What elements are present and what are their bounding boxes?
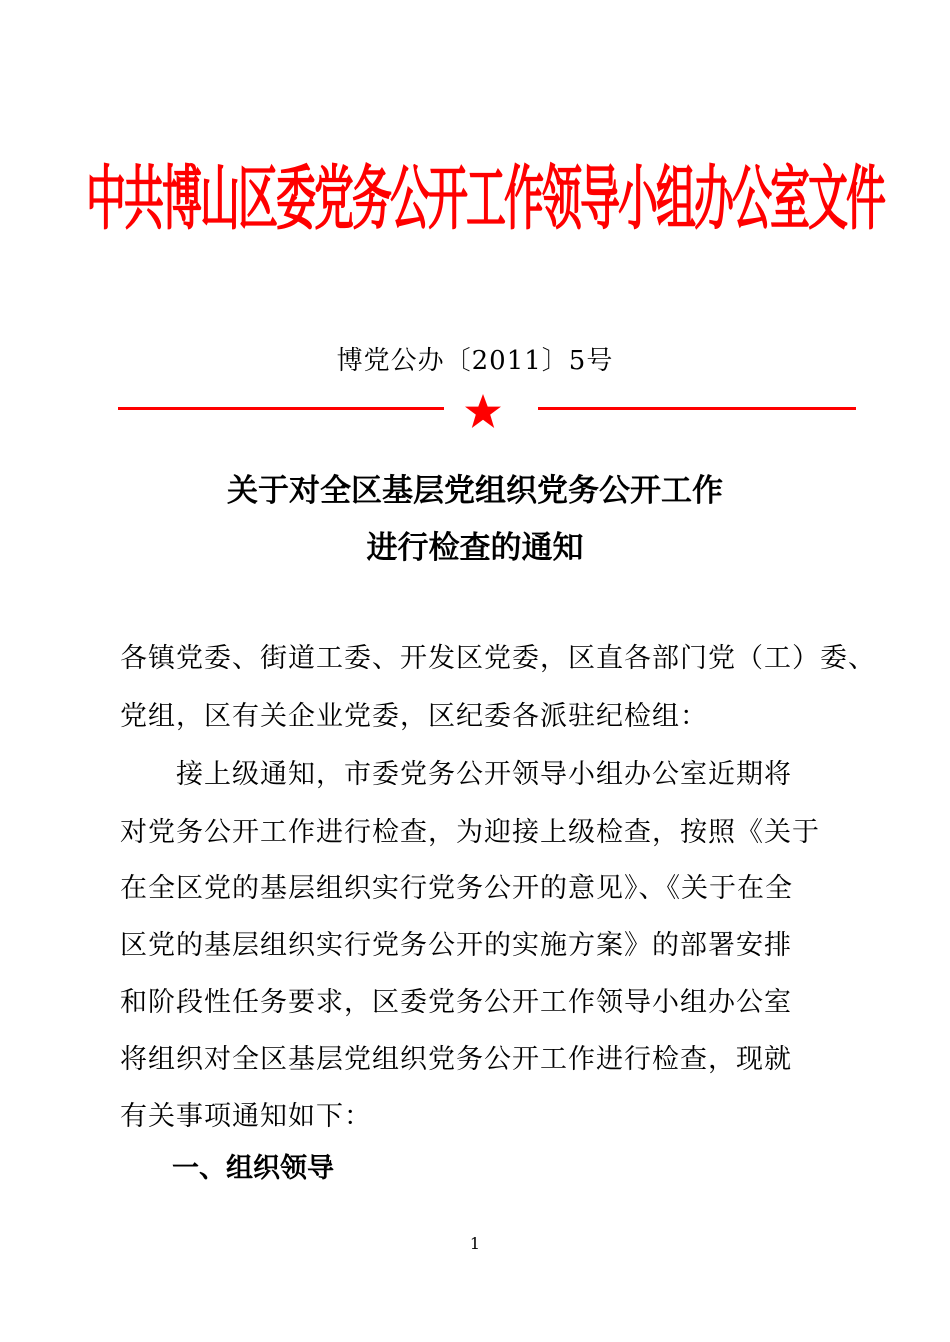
body-line: 在全区党的基层组织实行党务公开的意见》、《关于在全 xyxy=(120,873,793,904)
document-title-line-2: 进行检查的通知 xyxy=(366,530,584,566)
red-header-masthead xyxy=(86,128,884,258)
document-title-line-1: 关于对全区基层党组织党务公开工作 xyxy=(227,473,723,509)
body-line: 接上级通知，市委党务公开领导小组办公室近期将 xyxy=(120,759,792,790)
body-line: 和阶段性任务要求，区委党务公开工作领导小组办公室 xyxy=(120,987,792,1018)
body-line: 将组织对全区基层党组织党务公开工作进行检查，现就 xyxy=(120,1044,792,1075)
section-heading: 一、组织领导 xyxy=(172,1153,334,1184)
body-line: 对党务公开工作进行检查，为迎接上级检查，按照《关于 xyxy=(120,817,820,848)
body-line: 党组，区有关企业党委，区纪委各派驻纪检组： xyxy=(120,701,708,732)
red-divider-left xyxy=(118,407,444,410)
red-header-title: 中共博山区委党务公开工作领导小组办公室文件 xyxy=(86,158,884,240)
page-number: 1 xyxy=(469,1234,481,1253)
red-divider-right xyxy=(538,407,856,410)
body-line: 区党的基层组织实行党务公开的实施方案》的部署安排 xyxy=(120,930,792,961)
document-number: 博党公办〔2011〕5号 xyxy=(336,346,614,376)
body-line: 各镇党委、街道工委、开发区党委，区直各部门党（工）委、 xyxy=(120,643,876,674)
body-line: 有关事项通知如下： xyxy=(120,1101,372,1132)
star-icon xyxy=(463,392,503,432)
